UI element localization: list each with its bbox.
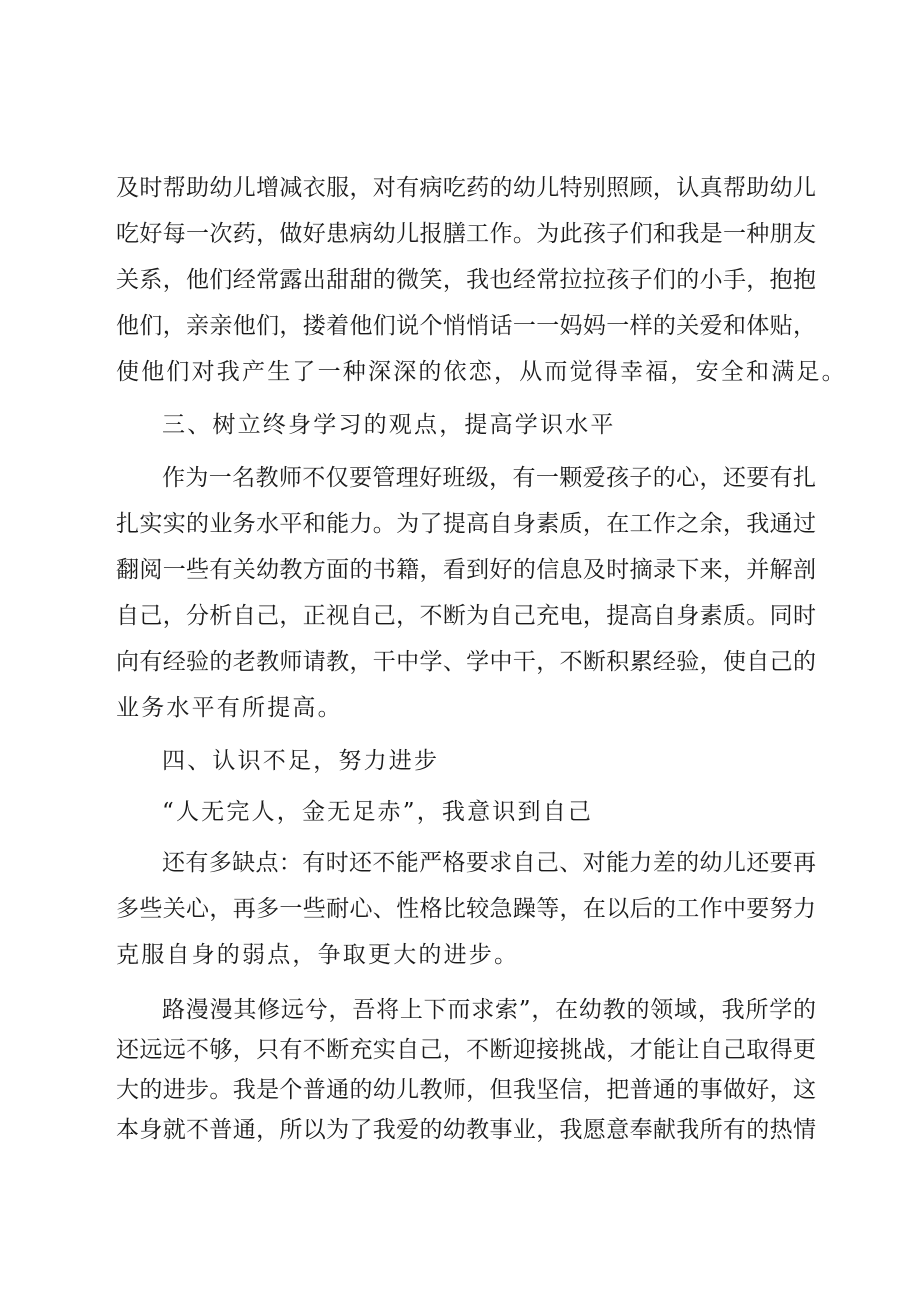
body-line: 自己，分析自己，正视自己，不断为自己充电，提高自身素质。同时	[116, 603, 816, 629]
quote-line: “人无完人，金无足赤”，我意识到自己	[162, 799, 594, 825]
body-line: 大的进步。我是个普通的幼儿教师，但我坚信，把普通的事做好，这	[116, 1077, 816, 1103]
body-line: 还远远不够，只有不断充实自己，不断迎接挑战，才能让自己取得更	[116, 1037, 816, 1063]
body-line: 多些关心，再多一些耐心、性格比较急躁等，在以后的工作中要努力	[116, 896, 816, 922]
body-line: 克服自身的弱点，争取更大的进步。	[116, 942, 520, 968]
body-line: 翻阅一些有关幼教方面的书籍，看到好的信息及时摘录下来，并解剖	[116, 557, 816, 583]
section-heading: 四、认识不足，努力进步	[162, 748, 440, 774]
body-line: 扎实实的业务水平和能力。为了提高自身素质，在工作之余，我通过	[116, 511, 816, 537]
section-heading: 三、树立终身学习的观点，提高学识水平	[162, 412, 616, 438]
paragraph-first-line: 作为一名教师不仅要管理好班级，有一颗爱孩子的心，还要有扎	[162, 465, 816, 491]
paragraph-first-line: 还有多缺点：有时还不能严格要求自己、对能力差的幼儿还要再	[162, 850, 816, 876]
body-line: 及时帮助幼儿增减衣服，对有病吃药的幼儿特别照顾，认真帮助幼儿	[116, 175, 816, 201]
body-line: 关系，他们经常露出甜甜的微笑，我也经常拉拉孩子们的小手，抱抱	[116, 267, 816, 293]
body-line: 使他们对我产生了一种深深的依恋，从而觉得幸福，安全和满足。	[116, 359, 847, 385]
body-line: 吃好每一次药，做好患病幼儿报膳工作。为此孩子们和我是一种朋友	[116, 221, 816, 247]
body-line: 他们，亲亲他们，搂着他们说个悄悄话一一妈妈一样的关爱和体贴，	[116, 313, 816, 339]
body-line: 业务水平有所提高。	[116, 695, 343, 721]
body-line: 向有经验的老教师请教，干中学、学中干，不断积累经验，使自己的	[116, 649, 816, 675]
body-line: 本身就不普通，所以为了我爱的幼教事业，我愿意奉献我所有的热情	[116, 1117, 816, 1143]
paragraph-first-line: 路漫漫其修远兮，吾将上下而求索”，在幼教的领域，我所学的	[162, 997, 816, 1023]
